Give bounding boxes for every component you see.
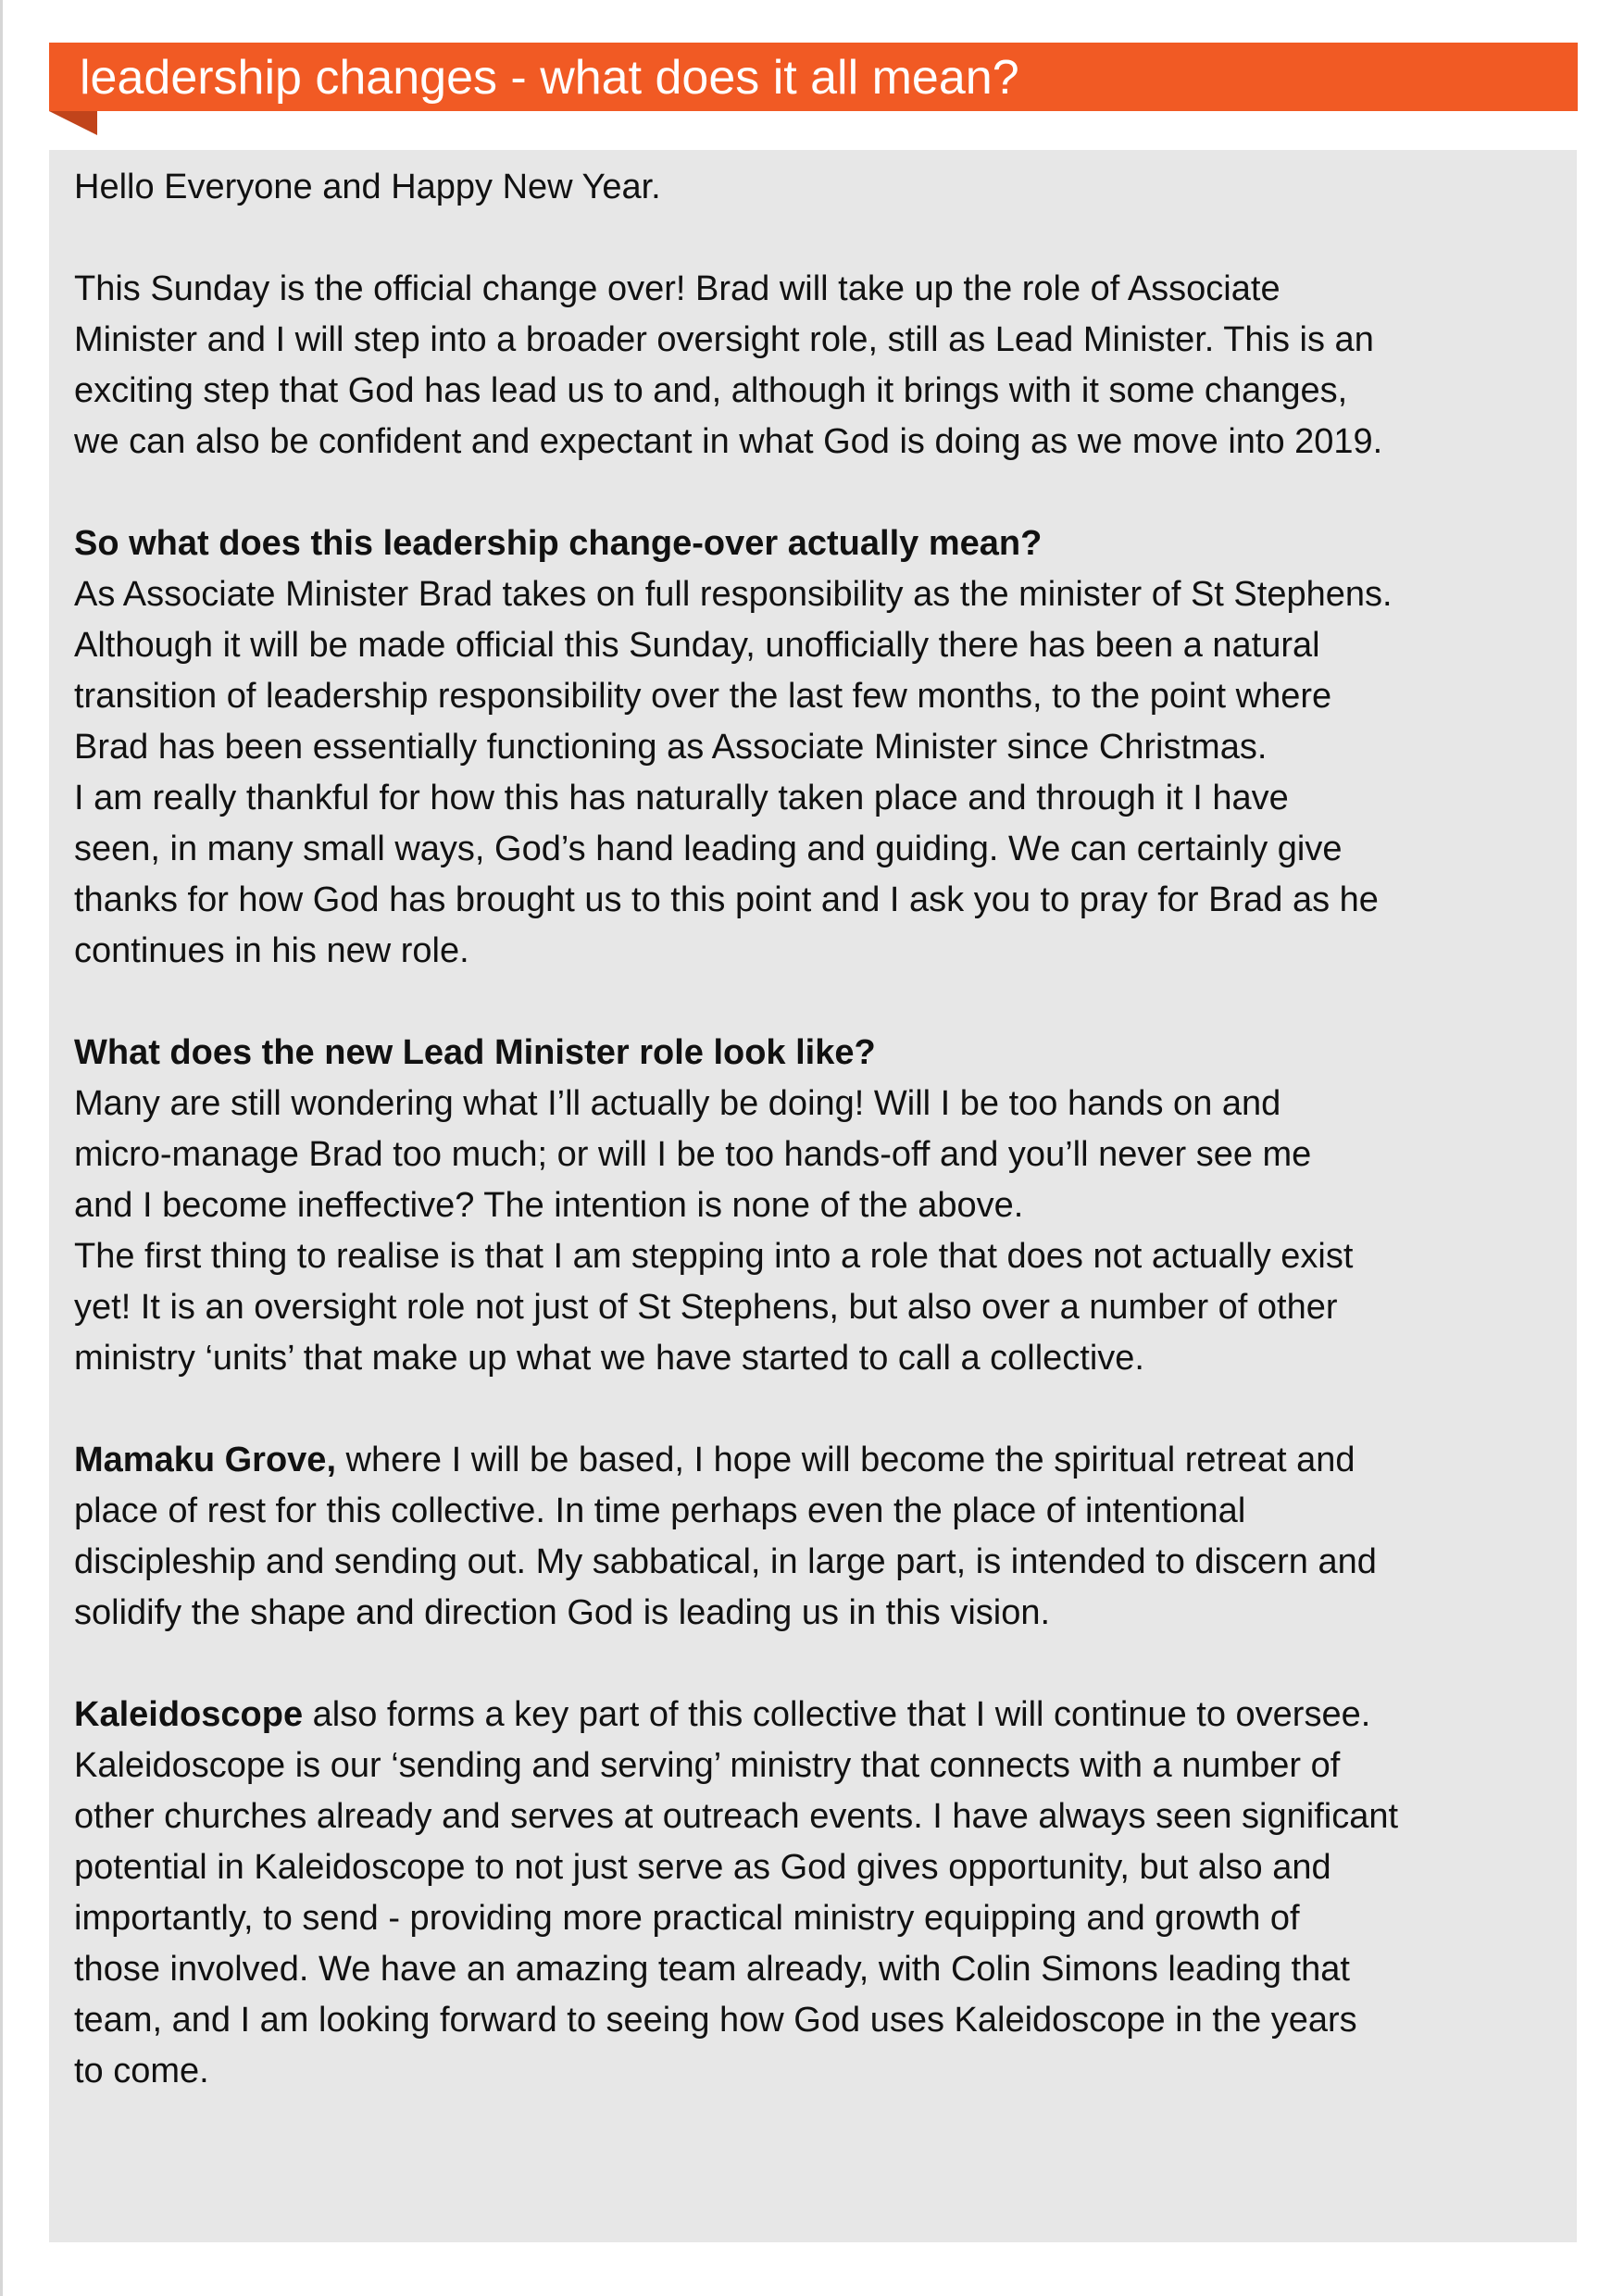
kaleidoscope-section <box>74 1690 1555 2097</box>
article-body <box>74 162 1555 2097</box>
text-line: I am really thankful for how this has naturally taken place and through it I have <box>74 779 1289 817</box>
text-line: discipleship and sending out. My sabbatical, in large part, is intended to discern and <box>74 1542 1377 1581</box>
text-line: team, and I am looking forward to seeing how God uses Kaleidoscope in the years <box>74 2001 1357 2040</box>
mamaku-grove-label: Mamaku Grove, <box>74 1441 336 1479</box>
text-line: continues in his new role. <box>74 931 469 970</box>
text-span: where I will be based, I hope will become the spiritual retreat and <box>336 1441 1355 1479</box>
section-heading: What does the new Lead Minister role look like? <box>74 1033 876 1072</box>
text-line: place of rest for this collective. In time perhaps even the place of intentional <box>74 1491 1246 1530</box>
text-line: importantly, to send - providing more practical ministry equipping and growth of <box>74 1899 1300 1938</box>
text-line: seen, in many small ways, God’s hand leading and guiding. We can certainly give <box>74 830 1343 868</box>
text-line: those involved. We have an amazing team already, with Colin Simons leading that <box>74 1950 1350 1989</box>
text-line: Many are still wondering what I’ll actually be doing! Will I be too hands on and <box>74 1084 1281 1123</box>
change-over-section <box>74 518 1555 977</box>
greeting-line: Hello Everyone and Happy New Year. <box>74 168 661 206</box>
text-line: exciting step that God has lead us to and, although it brings with it some changes, <box>74 371 1348 410</box>
intro-paragraph <box>74 264 1555 468</box>
page-title: leadership changes - what does it all mean? <box>80 51 1019 105</box>
text-line <box>74 1435 1555 1486</box>
kaleidoscope-label: Kaleidoscope <box>74 1695 304 1734</box>
text-line: This Sunday is the official change over! Brad will take up the role of Associate <box>74 269 1280 308</box>
text-line: solidify the shape and direction God is leading us in this vision. <box>74 1593 1051 1632</box>
text-line: thanks for how God has brought us to this point and I ask you to pray for Brad as he <box>74 880 1379 919</box>
text-line: to come. <box>74 2052 209 2090</box>
mamaku-grove-section <box>74 1435 1555 1639</box>
text-line: Brad has been essentially functioning as Associate Minister since Christmas. <box>74 728 1268 767</box>
text-line: The first thing to realise is that I am stepping into a role that does not actually exist <box>74 1237 1354 1276</box>
text-span: also forms a key part of this collective that I will continue to oversee. <box>303 1695 1371 1734</box>
text-line: Although it will be made official this Sunday, unofficially there has been a natural <box>74 626 1320 665</box>
text-line: As Associate Minister Brad takes on full responsibility as the minister of St Stephens. <box>74 575 1393 614</box>
text-line: other churches already and serves at outreach events. I have always seen significant <box>74 1797 1399 1836</box>
page-edge <box>0 0 3 2296</box>
text-line: Kaleidoscope is our ‘sending and serving’ ministry that connects with a number of <box>74 1746 1341 1785</box>
section-heading: So what does this leadership change-over actually mean? <box>74 524 1043 563</box>
text-line: potential in Kaleidoscope to not just serve as God gives opportunity, but also and <box>74 1848 1331 1887</box>
text-line: transition of leadership responsibility over the last few months, to the point where <box>74 677 1332 716</box>
text-line <box>74 1690 1555 1741</box>
text-line: Minister and I will step into a broader oversight role, still as Lead Minister. This is an <box>74 320 1374 359</box>
header-banner-tab <box>49 111 97 135</box>
lead-minister-section <box>74 1028 1555 1384</box>
text-line: we can also be confident and expectant in what God is doing as we move into 2019. <box>74 422 1383 461</box>
text-line: and I become ineffective? The intention is none of the above. <box>74 1186 1024 1225</box>
text-line: yet! It is an oversight role not just of St Stephens, but also over a number of other <box>74 1288 1338 1327</box>
text-line: ministry ‘units’ that make up what we have started to call a collective. <box>74 1339 1144 1378</box>
text-line: micro-manage Brad too much; or will I be too hands-off and you’ll never see me <box>74 1135 1312 1174</box>
